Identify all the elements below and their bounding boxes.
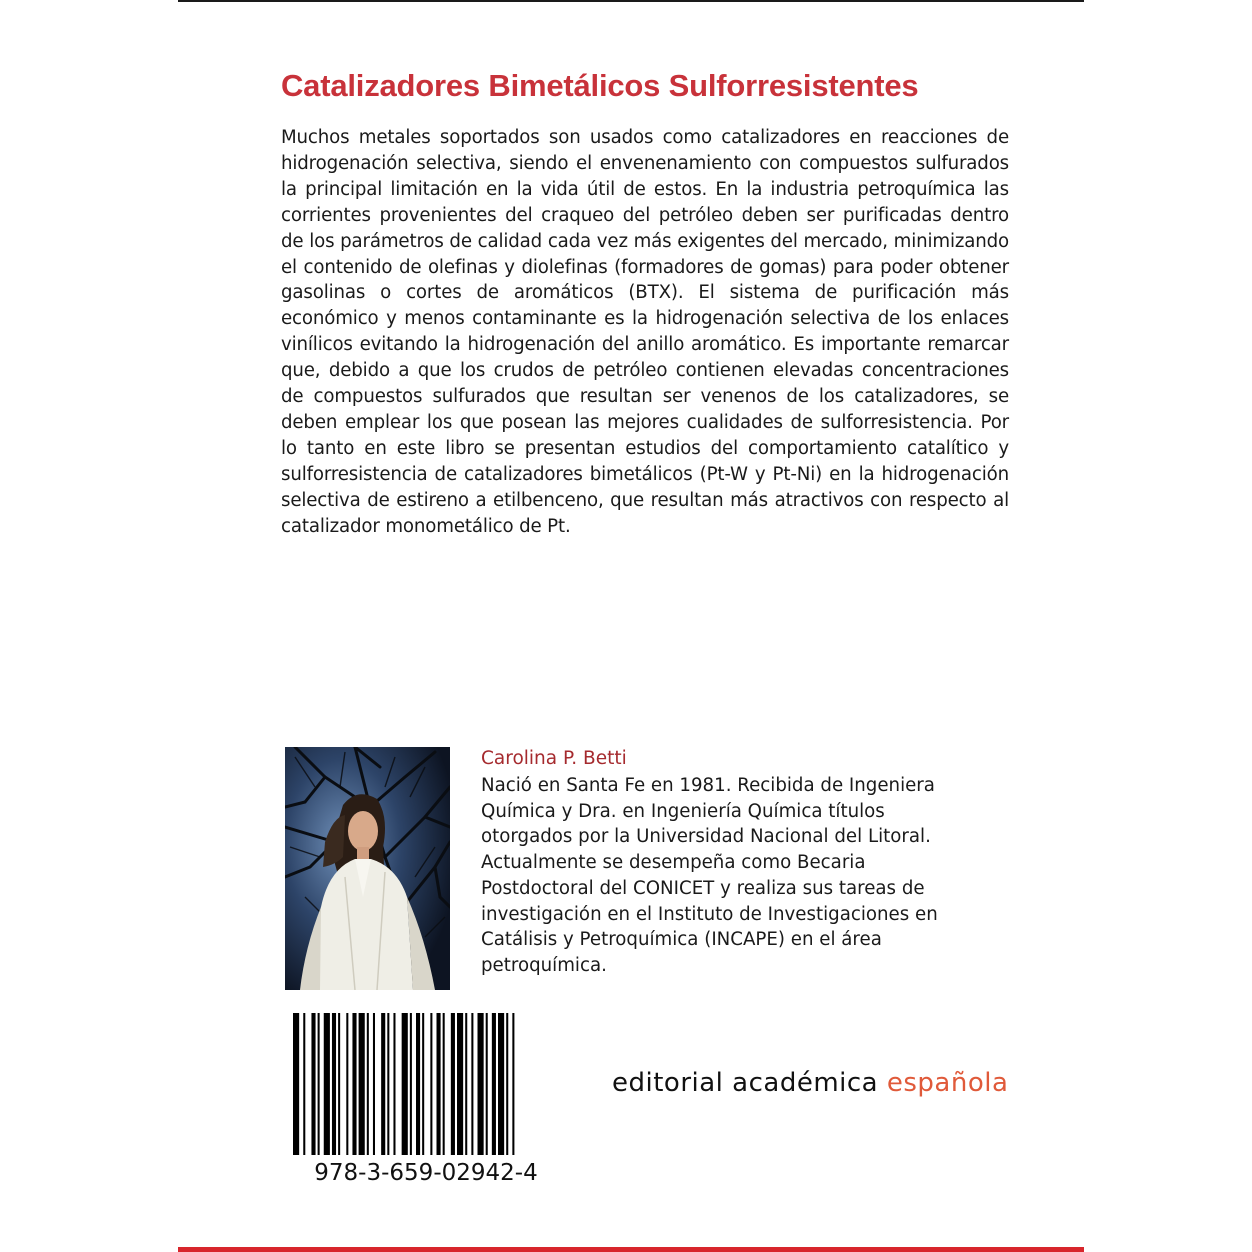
barcode-bar xyxy=(402,1013,408,1155)
barcode-bar xyxy=(338,1013,340,1155)
bottom-border-line xyxy=(178,1247,1084,1252)
barcode-bar xyxy=(387,1013,389,1155)
barcode-bar xyxy=(437,1013,441,1155)
book-title: Catalizadores Bimetálicos Sulforresistentes xyxy=(281,68,919,103)
barcode-bar xyxy=(506,1013,508,1155)
barcode-bar xyxy=(318,1013,320,1155)
barcode-bar xyxy=(422,1013,424,1155)
author-bio-line: investigación en el Instituto de Investigaciones en xyxy=(481,903,938,925)
barcode-bar xyxy=(492,1013,496,1155)
author-photo xyxy=(285,747,450,990)
author-bio-line: Nació en Santa Fe en 1981. Recibida de Ingeniera xyxy=(481,775,935,796)
publisher-name-accent: española xyxy=(886,1068,1009,1098)
barcode-bar xyxy=(346,1013,348,1155)
barcode-bar xyxy=(416,1013,420,1155)
isbn-barcode xyxy=(293,1013,558,1155)
barcode-bar xyxy=(486,1013,488,1155)
barcode-bar xyxy=(465,1013,467,1155)
barcode-bar xyxy=(512,1013,514,1155)
barcode-bar xyxy=(359,1013,365,1155)
barcode-bar xyxy=(443,1013,445,1155)
author-bio-line: Química y Dra. en Ingeniería Química títulos xyxy=(481,800,885,822)
barcode-bar xyxy=(498,1013,504,1155)
author-bio-line: Catálisis y Petroquímica (INCAPE) en el área xyxy=(481,929,882,951)
barcode-bar xyxy=(303,1013,305,1155)
publisher-name: editorial académica xyxy=(612,1068,887,1098)
author-bio-line: petroquímica. xyxy=(481,954,607,976)
barcode-bar xyxy=(373,1013,375,1155)
author-bio-line: otorgados por la Universidad Nacional del Litoral. xyxy=(481,826,931,848)
barcode-bar xyxy=(324,1013,330,1155)
barcode-bar xyxy=(311,1013,315,1155)
author-bio xyxy=(481,773,1021,979)
top-border-line xyxy=(178,0,1084,2)
barcode-bar xyxy=(332,1013,336,1155)
barcode-bar xyxy=(478,1013,484,1155)
book-description: Muchos metales soportados son usados como catalizadores en reacciones de hidrogenación selectiva, siendo el envenenamiento con compuestos sulfurados la principal limitación en la vida útil de estos. En la industria petroquímica las corrientes provenientes del craqueo del petróleo deben ser purificadas dentro de los parámetros de calidad cada vez más exigentes del mercado, minimizando el contenido de olefinas y diolefinas (formadores de gomas) para poder obtener gasolinas o cortes de aromáticos (BTX). El sistema de purificación más económico y menos contaminante es la hidrogenación selectiva de los enlaces vinílicos evitando la hidrogenación del anillo aromático. Es importante remarcar que, debido a que los crudos de petróleo contienen elevadas concentraciones de compuestos sulfurados que resultan ser venenos de los catalizadores, se deben emplear los que posean las mejores cualidades de sulforresistencia. Por lo tanto en este libro se presentan estudios del comportamiento catalítico y sulforresistencia de catalizadores bimetálicos (Pt-W y Pt-Ni) en la hidrogenación selectiva de estireno a etilbenceno, que resultan más atractivos con respecto al catalizador monometálico de Pt. xyxy=(281,127,1009,537)
barcode-bar xyxy=(471,1013,473,1155)
barcode-bar xyxy=(451,1013,455,1155)
author-bio-line: Postdoctoral del CONICET y realiza sus tareas de xyxy=(481,877,925,899)
barcode-bar xyxy=(393,1013,395,1155)
barcode-bar xyxy=(457,1013,463,1155)
author-bio-line: Actualmente se desempeña como Becaria xyxy=(481,852,866,874)
barcode-bar xyxy=(352,1013,356,1155)
barcode-bar xyxy=(430,1013,432,1155)
barcode-bar xyxy=(293,1013,299,1155)
publisher-logo xyxy=(612,1068,1008,1098)
isbn-number: 978-3-659-02942-4 xyxy=(314,1160,538,1186)
author-name: Carolina P. Betti xyxy=(481,748,627,769)
barcode-bar xyxy=(410,1013,412,1155)
barcode-bar xyxy=(367,1013,369,1155)
barcode-bar xyxy=(381,1013,385,1155)
